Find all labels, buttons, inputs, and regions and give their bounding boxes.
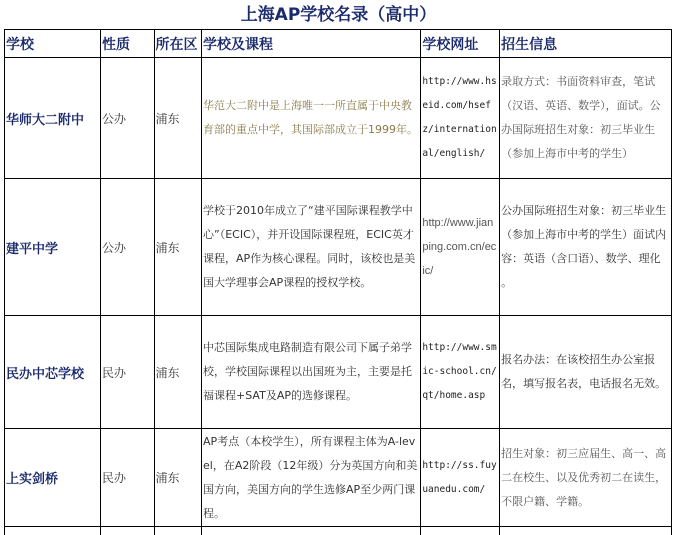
admission-info: 报名办法：在该校招生办公室报名，填写报名表，电话报名无效。 <box>500 316 672 429</box>
school-description: 学校于2010年成立了“建平国际课程教学中心”（ECIC），并开设国际课程班，ECIC英才课程，AP作为核心课程。同时，该校也是美国大学理事会AP课程的授权学校。 <box>202 179 421 316</box>
header-school: 学校 <box>5 30 101 58</box>
header-description: 学校及课程 <box>202 30 421 58</box>
table-row <box>5 316 672 429</box>
school-name: 上实剑桥 <box>5 429 101 527</box>
school-url-link[interactable]: http://ss.fuyuanedu.com/ <box>421 429 500 527</box>
school-description: 华范大二附中是上海唯一一所直属于中央教育部的重点中学，其国际部成立于1999年。 <box>202 58 421 179</box>
table-header-row <box>5 30 672 58</box>
school-type: 公办 <box>101 58 155 179</box>
admission-info: 招生对象：初三应届生、高一、高二在校生、以及优秀初二在读生，不限户籍、学籍。 <box>500 429 672 527</box>
school-district: 浦东 <box>154 429 201 527</box>
table-row <box>5 58 672 179</box>
school-type: 民办 <box>101 316 155 429</box>
empty-cell <box>500 527 672 535</box>
table-row <box>5 429 672 527</box>
school-district: 浦东 <box>154 316 201 429</box>
empty-cell <box>421 527 500 535</box>
empty-cell <box>101 527 155 535</box>
school-url-link[interactable]: http://www.smic-school.cn/qt/home.asp <box>421 316 500 429</box>
school-description: 中芯国际集成电路制造有限公司下属子弟学校，学校国际课程以出国班为主，主要是托福课程+SAT及AP的选修课程。 <box>202 316 421 429</box>
header-type: 性质 <box>101 30 155 58</box>
admission-info: 录取方式：书面资料审查，笔试（汉语、英语、数学），面试。公办国际班招生对象：初三毕业生（参加上海市中考的学生） <box>500 58 672 179</box>
school-name: 民办中芯学校 <box>5 316 101 429</box>
admission-info: 公办国际班招生对象：初三毕业生（参加上海市中考的学生）面试内容：英语（含口语）、数学、理化 。 <box>500 179 672 316</box>
table-row <box>5 179 672 316</box>
header-admission: 招生信息 <box>500 30 672 58</box>
school-url-link[interactable]: http://www.jianping.com.cn/ecic/ <box>421 179 500 316</box>
header-url: 学校网址 <box>421 30 500 58</box>
school-district: 浦东 <box>154 179 201 316</box>
empty-cell <box>202 527 421 535</box>
school-name: 华师大二附中 <box>5 58 101 179</box>
school-url-link[interactable]: http://www.hseid.com/hsefz/international/english/ <box>421 58 500 179</box>
school-description: AP考点（本校学生），所有课程主体为A-level，在A2阶段（12年级）分为英国方向和美国方向，美国方向的学生选修AP至少两门课程。 <box>202 429 421 527</box>
school-name: 建平中学 <box>5 179 101 316</box>
school-directory-table <box>4 29 672 535</box>
page-title: 上海AP学校名录（高中） <box>240 5 437 25</box>
empty-cell <box>154 527 201 535</box>
table-row-partial <box>5 527 672 535</box>
school-district: 浦东 <box>154 58 201 179</box>
empty-cell <box>5 527 101 535</box>
header-district: 所在区 <box>154 30 201 58</box>
school-type: 公办 <box>101 179 155 316</box>
school-type: 民办 <box>101 429 155 527</box>
